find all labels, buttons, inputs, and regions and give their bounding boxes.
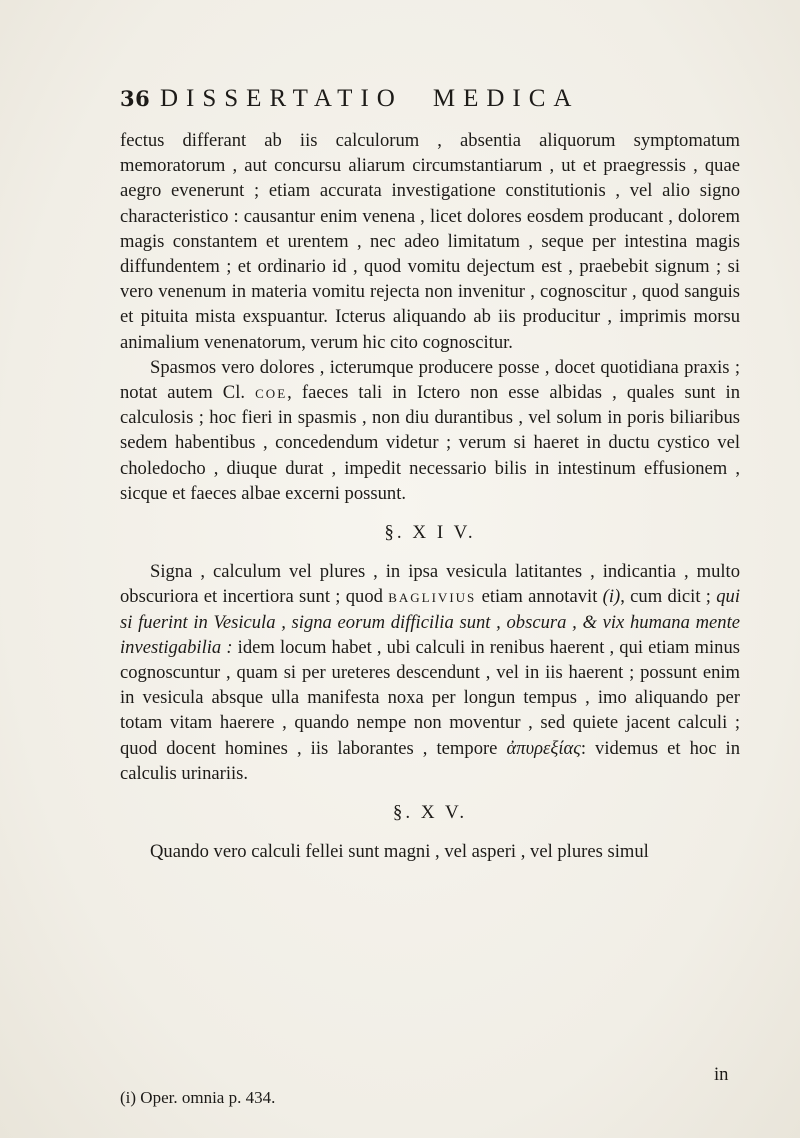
- catchword: in: [714, 1064, 729, 1085]
- page-number: 36: [120, 86, 151, 111]
- greek-word: ἀπυρεξίας: [506, 737, 581, 759]
- paragraph-3-text-d: idem locum habet , ubi calculi in renibus haerent , qui etiam minus cognoscuntur , quam si per ureteres descendunt , vel in iis haerent ; possunt enim in vesicula absque ulla manifesta noxa per longun tempus , imo aliquando per totam vitam haerere , quando nempe non moventur , sed quiete jacent calculi ; quod docent homines , iis laborantes , tempore: [120, 636, 740, 759]
- section-heading-15: §. X V.: [392, 802, 468, 824]
- body-text: [120, 128, 740, 864]
- footnote: (i) Oper. omnia p. 434.: [120, 1088, 276, 1107]
- paragraph-1: fectus differant ab iis calculorum , absentia aliquorum symptomatum memoratorum , aut concursu aliarum circumstantiarum , ut et praegressis , quae aegro evenerunt ; etiam accurata investigatione constitutionis , vel alio signo characteristico : causantur enim venena , licet dolores eosdem producant , dolorem magis constantem et urentem , nec adeo limitatum , seque per intestina magis diffundentem ; et ordinario id , quod vomitu dejectum est , praebebit signum ; si vero venenum in materia vomitu rejecta non invenitur , cognoscitur , quod sanguis et pituita mista exspuantur. Icterus aliquando ab iis producitur , imprimis morsu animalium venenatorum, verum hic cito cognoscitur.: [120, 130, 740, 353]
- section-heading-14: §. X I V.: [384, 522, 476, 544]
- paragraph-3-text-b: etiam annotavit: [481, 586, 598, 608]
- paragraph-3: [120, 559, 740, 786]
- paragraph-3-text-a: Signa , calculum vel plures , in ipsa vesicula latitantes , indicantia , multo obscuriora et incertiora sunt ; quod: [120, 561, 740, 608]
- author-name-baglivius: baglivius: [388, 586, 477, 608]
- running-title: [160, 85, 579, 113]
- paragraph-4: Quando vero calculi fellei sunt magni , vel asperi , vel plures simul: [150, 841, 649, 863]
- running-title-word-2: MEDICA: [432, 85, 580, 112]
- paragraph-2-text-b: , faeces tali in Ictero non esse albidas , quales sunt in calculosis ; hoc fieri in spasmis , non diu durantibus , vel solum in poris biliaribus sedem habentibus , concedendum videtur ; verum si haeret in ductu cystico vel choledocho , diuque durat , impedit necessario bilis in intestinum effusionem , sicque et faeces albae excerni possunt.: [120, 382, 741, 504]
- quotation: qui si fuerint in Vesicula , signa eorum difficilia sunt , obscura , & vix humana mente investigabilia :: [120, 586, 741, 658]
- paragraph-3-text-e: : videmus et hoc in calculis urinariis.: [120, 737, 740, 784]
- paragraph-3-text-c: , cum dicit ;: [620, 586, 711, 608]
- paragraph-2-text-a: Spasmos vero dolores , icterumque producere posse , docet quotidiana praxis ; notat autem Cl.: [120, 356, 740, 404]
- running-title-word-1: DISSERTATIO: [160, 85, 403, 112]
- running-header: [120, 85, 740, 119]
- footnote-reference: (i): [602, 586, 621, 608]
- paragraph-2: [120, 355, 740, 506]
- author-name-coe: coe: [255, 382, 288, 404]
